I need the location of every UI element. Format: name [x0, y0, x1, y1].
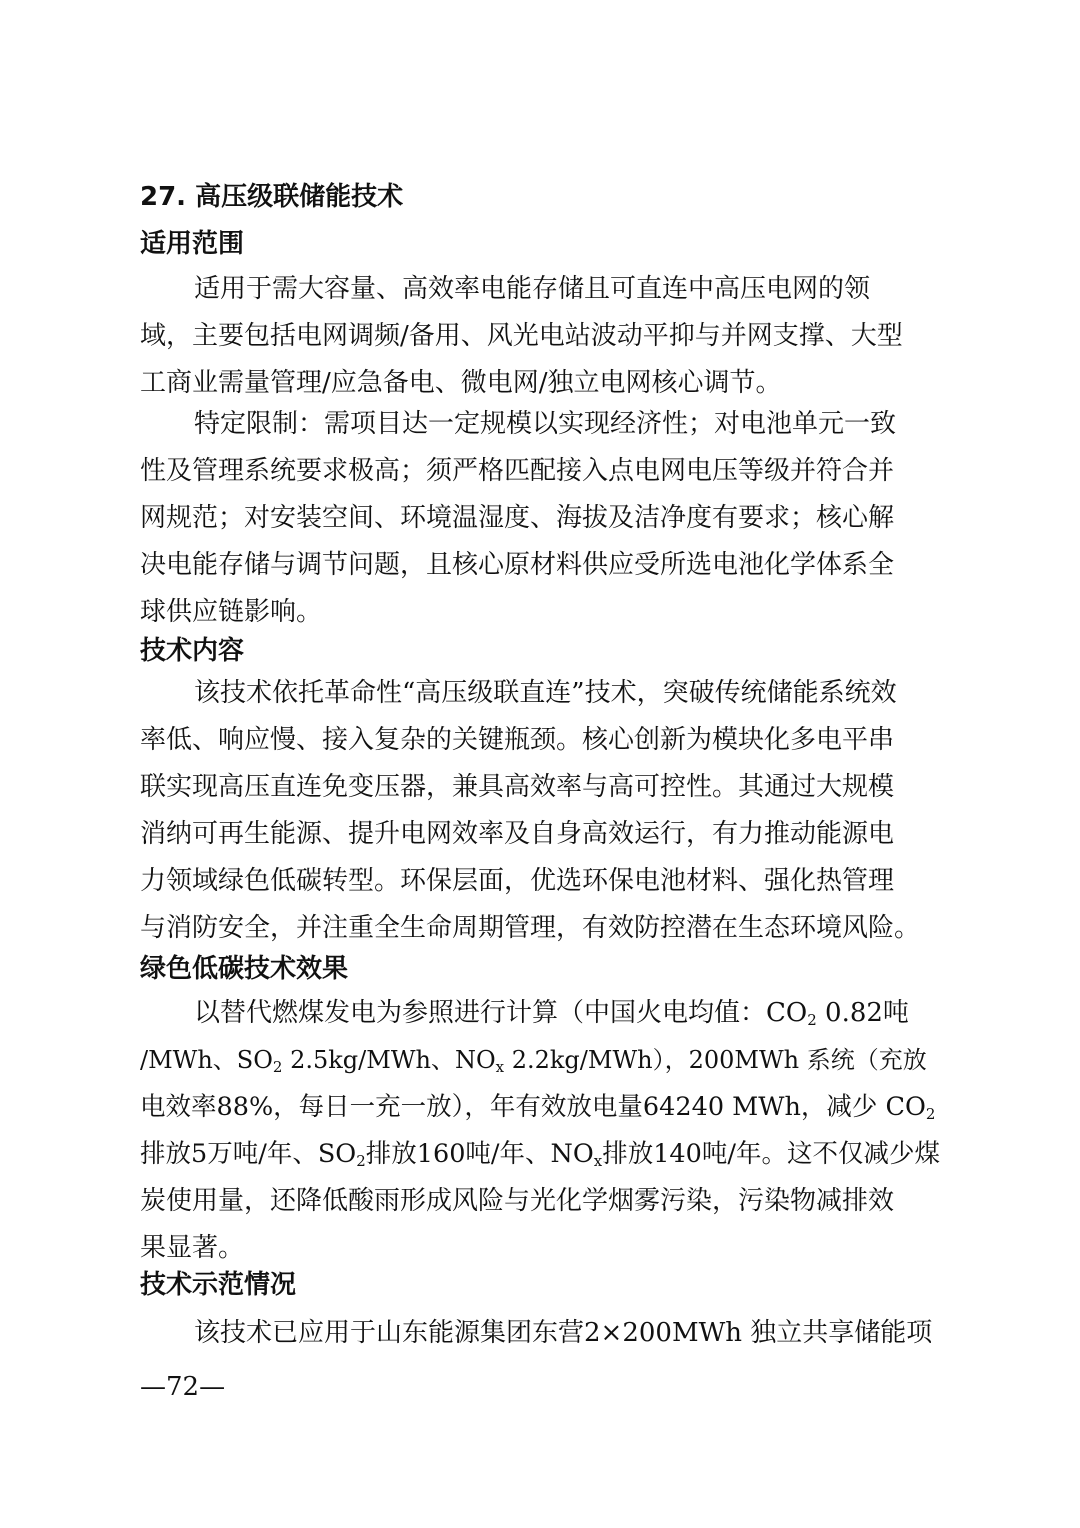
content-heading: 技术内容 [140, 636, 245, 666]
demo-heading: 技术示范情况 [140, 1270, 297, 1300]
text-line [140, 1084, 940, 1131]
scope-paragraph-1 [140, 266, 940, 407]
text-run: 排放140吨/年。这不仅减少煤 [602, 1139, 940, 1169]
scope-heading: 适用范围 [140, 229, 245, 259]
text-line: 工商业需量管理/应急备电、微电网/独立电网核心调节。 [140, 368, 782, 398]
page-number: —72— [140, 1372, 226, 1402]
text-run: 2.5kg/MWh、NO [282, 1046, 496, 1074]
effect-paragraph [140, 990, 940, 1272]
text-run: 2.2kg/MWh），200MWh 系统（充放 [504, 1046, 927, 1074]
subscript: 2 [807, 1011, 817, 1029]
text-line: 特定限制：需项目达一定规模以实现经济性；对电池单元一致 [194, 409, 897, 439]
text-line [140, 990, 940, 1037]
text-run: 0.82吨 [816, 998, 909, 1028]
text-line: 适用于需大容量、高效率电能存储且可直连中高压电网的领 [194, 274, 871, 304]
text-run: 排放5万吨/年、SO [140, 1139, 357, 1169]
text-line: 消纳可再生能源、提升电网效率及自身高效运行，有力推动能源电 [140, 819, 895, 849]
content-paragraph [140, 670, 940, 952]
effect-heading: 绿色低碳技术效果 [140, 954, 349, 984]
text-line: 炭使用量，还降低酸雨形成风险与光化学烟雾污染，污染物减排效 [140, 1186, 895, 1216]
text-line: 性及管理系统要求极高；须严格匹配接入点电网电压等级并符合并 [140, 456, 895, 486]
text-line: 域，主要包括电网调频/备用、风光电站波动平抑与并网支撑、大型 [140, 321, 903, 351]
text-line: 联实现高压直连免变压器，兼具高效率与高可控性。其通过大规模 [140, 772, 895, 802]
text-line: 与消防安全，并注重全生命周期管理，有效防控潜在生态环境风险。 [140, 913, 921, 943]
text-run: 排放160吨/年、NO [365, 1139, 594, 1169]
subscript: 2 [356, 1152, 366, 1170]
subscript: 2 [925, 1105, 936, 1123]
text-line [140, 1037, 940, 1084]
text-line: 球供应链影响。 [140, 597, 323, 627]
subscript: x [593, 1152, 603, 1170]
text-run: 电效率88%，每日一充一放），年有效放电量64240 MWh，减少 CO [140, 1092, 926, 1122]
demo-paragraph [140, 1310, 940, 1357]
text-line: 决电能存储与调节问题，且核心原材料供应受所选电池化学体系全 [140, 550, 895, 580]
text-run: /MWh、SO [140, 1046, 273, 1074]
subscript: x [495, 1058, 505, 1076]
text-line: 率低、响应慢、接入复杂的关键瓶颈。核心创新为模块化多电平串 [140, 725, 895, 755]
text-line: 果显著。 [140, 1233, 245, 1263]
scope-paragraph-2 [140, 401, 940, 636]
text-line: 该技术已应用于山东能源集团东营2×200MWh 独立共享储能项 [194, 1318, 933, 1348]
section-title: 27. 高压级联储能技术 [140, 182, 404, 212]
text-run: 以替代燃煤发电为参照进行计算（中国火电均值：CO [194, 998, 808, 1028]
subscript: 2 [272, 1058, 283, 1076]
text-line: 网规范；对安装空间、环境温湿度、海拔及洁净度有要求；核心解 [140, 503, 895, 533]
text-line [140, 1131, 940, 1178]
text-line: 该技术依托革命性“高压级联直连”技术，突破传统储能系统效 [194, 678, 897, 708]
text-line: 力领域绿色低碳转型。环保层面，优选环保电池材料、强化热管理 [140, 866, 895, 896]
